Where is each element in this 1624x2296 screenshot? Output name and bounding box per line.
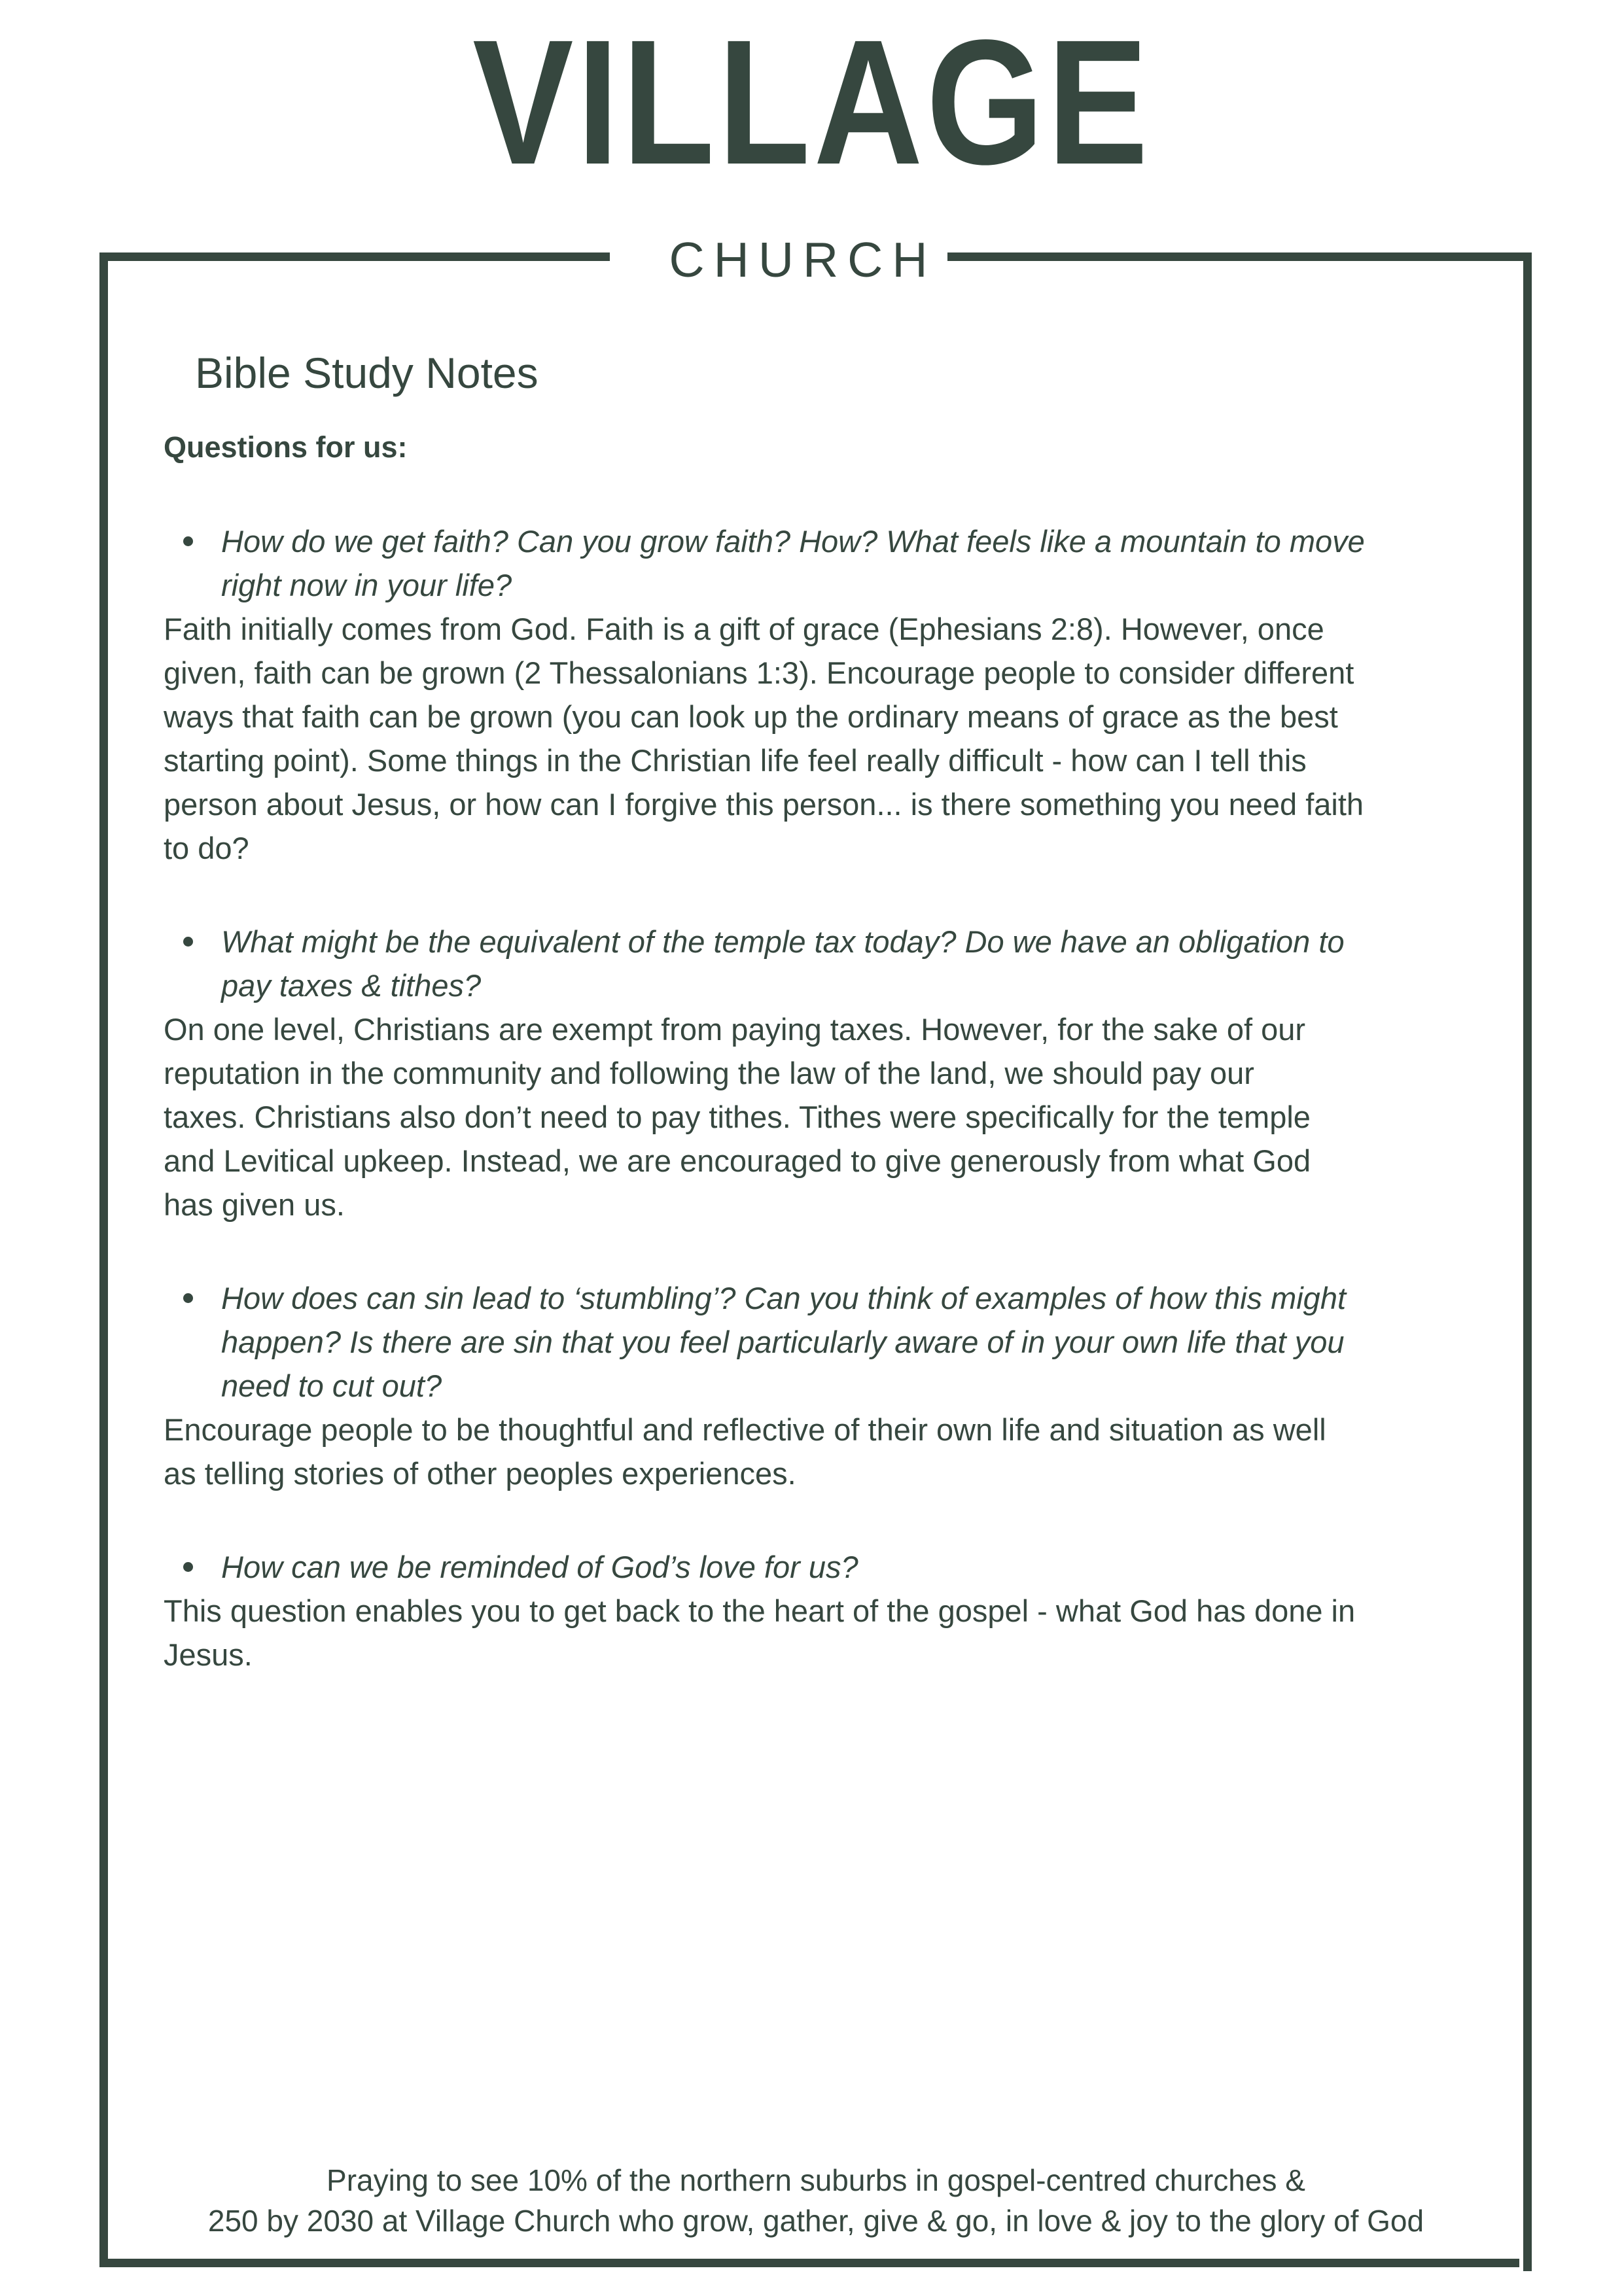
question-item xyxy=(164,519,1511,607)
answer-line: given, faith can be grown (2 Thessalonians 1:3). Encourage people to consider different xyxy=(164,655,1354,690)
question-line: How does can sin lead to ‘stumbling’? Can you think of examples of how this might xyxy=(221,1281,1347,1315)
question-line: need to cut out? xyxy=(221,1368,442,1403)
question-line: pay taxes & tithes? xyxy=(221,968,482,1003)
questions-heading: Questions for us: xyxy=(164,430,408,464)
answer-paragraph xyxy=(164,1007,1511,1226)
question-item xyxy=(164,1276,1511,1408)
question-line: right now in your life? xyxy=(221,568,512,602)
frame-border-right xyxy=(1523,252,1532,2271)
answer-line: person about Jesus, or how can I forgive this person... is there something you need faith xyxy=(164,787,1364,822)
page-title: Bible Study Notes xyxy=(195,349,538,397)
answer-line: starting point). Some things in the Christian life feel really difficult - how can I tell this xyxy=(164,743,1307,778)
question-line: How do we get faith? Can you grow faith? How? What feels like a mountain to move xyxy=(221,524,1365,559)
answer-paragraph xyxy=(164,1589,1511,1677)
answer-line: as telling stories of other peoples experiences. xyxy=(164,1456,796,1491)
question-line: happen? Is there are sin that you feel particularly aware of in your own life that you xyxy=(221,1325,1345,1359)
church-logo-text: CHURCH xyxy=(669,232,937,287)
answer-line: taxes. Christians also don’t need to pay tithes. Tithes were specifically for the temple xyxy=(164,1100,1311,1134)
answer-paragraph xyxy=(164,1408,1511,1495)
answer-line: and Levitical upkeep. Instead, we are encouraged to give generously from what God xyxy=(164,1143,1311,1178)
document-body xyxy=(164,349,1511,1677)
answer-line: ways that faith can be grown (you can look up the ordinary means of grace as the best xyxy=(164,699,1338,734)
frame-border-top-left-segment xyxy=(99,252,610,261)
frame-border-left xyxy=(99,252,108,2267)
answer-line: to do? xyxy=(164,831,249,865)
answer-line: has given us. xyxy=(164,1187,345,1222)
bullet-icon xyxy=(183,1293,193,1303)
footer-motto xyxy=(99,2160,1532,2241)
question-line: What might be the equivalent of the temple tax today? Do we have an obligation to xyxy=(221,924,1345,959)
answer-line: This question enables you to get back to the heart of the gospel - what God has done in xyxy=(164,1593,1356,1628)
footer-line-1: Praying to see 10% of the northern suburbs in gospel-centred churches & xyxy=(327,2163,1305,2197)
question-item xyxy=(164,1545,1511,1589)
village-logo-text: VILLAGE xyxy=(472,3,1152,201)
answer-line: Jesus. xyxy=(164,1637,253,1672)
answer-line: On one level, Christians are exempt from paying taxes. However, for the sake of our xyxy=(164,1012,1306,1047)
answer-line: reputation in the community and following the law of the land, we should pay our xyxy=(164,1056,1254,1090)
question-line: How can we be reminded of God’s love for us? xyxy=(221,1550,858,1584)
bullet-icon xyxy=(183,937,193,947)
answer-line: Encourage people to be thoughtful and reflective of their own life and situation as well xyxy=(164,1412,1326,1447)
frame-border-top-right-segment xyxy=(947,252,1532,261)
bullet-icon xyxy=(183,1562,193,1572)
bullet-icon xyxy=(183,536,193,546)
frame-border-bottom xyxy=(99,2259,1519,2267)
footer-line-2: 250 by 2030 at Village Church who grow, gather, give & go, in love & joy to the glory of God xyxy=(207,2204,1424,2238)
question-item xyxy=(164,920,1511,1007)
answer-line: Faith initially comes from God. Faith is a gift of grace (Ephesians 2:8). However, once xyxy=(164,612,1324,646)
answer-paragraph xyxy=(164,607,1511,870)
